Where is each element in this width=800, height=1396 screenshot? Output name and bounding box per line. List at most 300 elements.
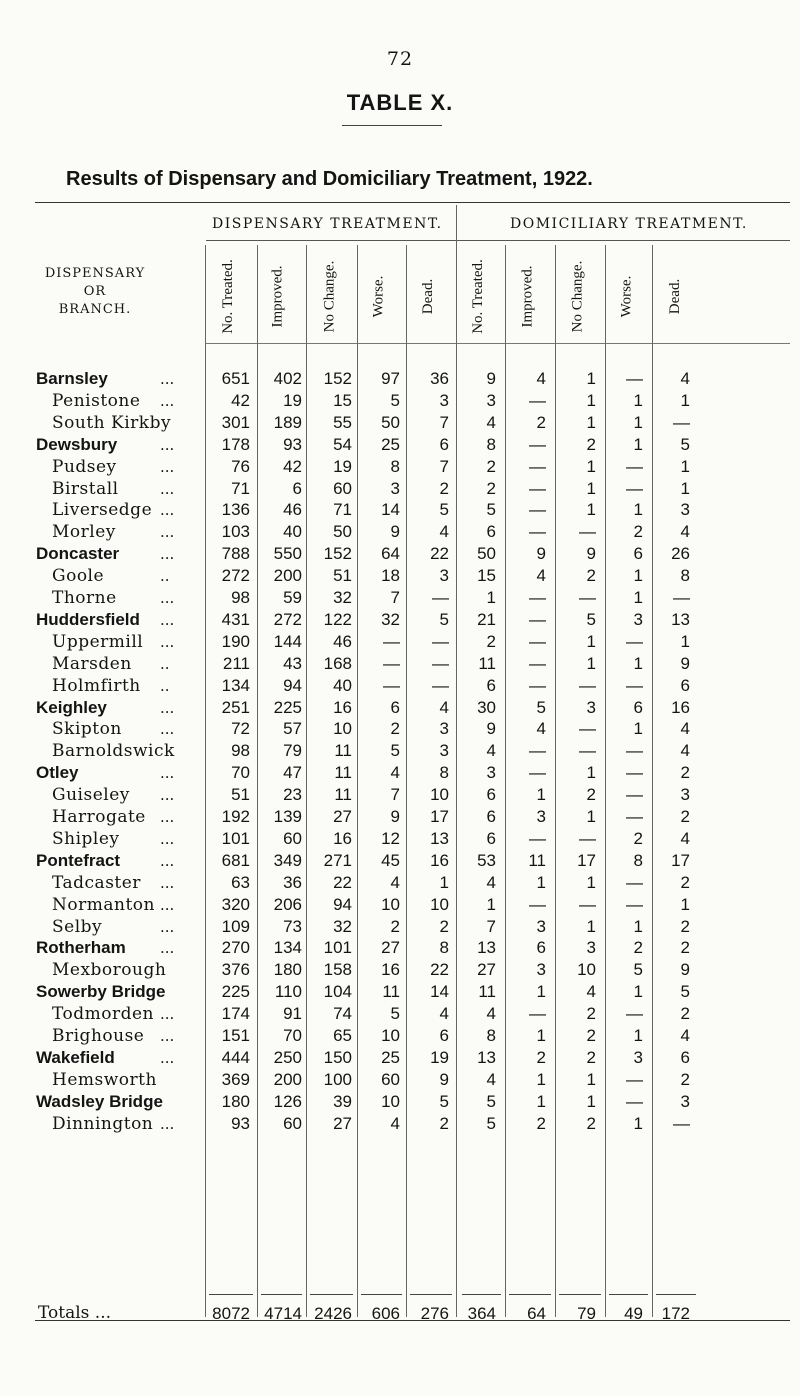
table-cell: 136: [221, 500, 250, 520]
table-cell: 5: [439, 1091, 449, 1111]
table-cell: 5: [633, 960, 643, 980]
table-cell: —: [529, 456, 546, 476]
table-cell: 301: [221, 412, 250, 432]
col-header-label: No Change.: [569, 260, 586, 332]
leader-dots: ...: [160, 501, 175, 520]
table-cell: 272: [273, 609, 302, 629]
leader-dots: ...: [160, 895, 175, 914]
table-cell: 10: [430, 894, 449, 914]
table-cell: 444: [221, 1047, 250, 1067]
table-cell: 5: [486, 500, 496, 520]
table-cell: 1: [536, 785, 546, 805]
table-cell: 101: [323, 938, 352, 958]
branch-name: Shipley: [52, 828, 120, 849]
table-row: [0, 762, 800, 784]
table-cell: 13: [671, 609, 690, 629]
dispensary-col-header: [359, 255, 399, 337]
table-cell: 6: [486, 522, 496, 542]
table-cell: 1: [633, 434, 643, 454]
table-cell: 4: [390, 763, 400, 783]
branch-name: Barnsley: [36, 369, 108, 388]
branch-name: Otley: [36, 763, 79, 783]
branch-name: Guiseley: [52, 785, 130, 806]
leader-dots: ...: [160, 851, 175, 870]
branch-name: Mexborough: [52, 960, 167, 981]
table-cell: 1: [439, 872, 449, 892]
table-cell: 27: [333, 1113, 352, 1133]
table-row: [0, 499, 800, 521]
table-cell: 42: [283, 456, 302, 476]
table-cell: 788: [221, 544, 250, 564]
table-cell: —: [626, 1091, 643, 1111]
title-underline: [342, 125, 442, 126]
leader-dots: ...: [160, 435, 175, 454]
section-header-rule: [206, 240, 790, 241]
table-row: [0, 1047, 800, 1069]
table-cell: 47: [283, 763, 302, 783]
table-cell: 4: [680, 828, 690, 848]
table-cell: 431: [221, 609, 250, 629]
table-cell: 270: [221, 938, 250, 958]
table-cell: 11: [478, 653, 496, 673]
leader-dots: ...: [160, 632, 175, 651]
table-cell: 150: [323, 1047, 352, 1067]
totals-cell: 172: [661, 1304, 690, 1323]
table-cell: 1: [680, 478, 690, 498]
table-cell: 200: [273, 1069, 302, 1089]
table-cell: 1: [536, 1069, 546, 1089]
table-cell: 51: [231, 785, 250, 805]
table-cell: 1: [586, 478, 596, 498]
table-cell: 6: [439, 434, 449, 454]
table-cell: 5: [680, 434, 690, 454]
table-cell: 1: [586, 872, 596, 892]
table-cell: 6: [536, 938, 546, 958]
table-cell: —: [529, 478, 546, 498]
table-cell: 180: [221, 1091, 250, 1111]
table-row: [0, 718, 800, 740]
table-row: [0, 368, 800, 390]
table-cell: 200: [273, 566, 302, 586]
table-cell: 70: [231, 763, 250, 783]
table-cell: 2: [680, 872, 690, 892]
table-cell: 2: [680, 807, 690, 826]
leader-dots: ..: [160, 654, 170, 673]
table-cell: 10: [577, 960, 596, 980]
col-header-label: Worse.: [370, 275, 387, 317]
table-cell: 1: [586, 631, 596, 651]
table-cell: 53: [477, 850, 496, 870]
table-cell: 63: [231, 872, 250, 892]
table-cell: 4: [486, 1069, 496, 1089]
table-cell: 5: [486, 1091, 496, 1111]
totals-cell: 79: [577, 1304, 596, 1323]
table-cell: 272: [221, 566, 250, 586]
table-cell: 2: [680, 1004, 690, 1024]
table-cell: 1: [586, 390, 596, 410]
table-cell: 1: [633, 719, 643, 739]
table-cell: 46: [283, 500, 302, 520]
table-cell: 1: [586, 1069, 596, 1089]
table-cell: —: [432, 631, 449, 651]
col-header-label: Improved.: [269, 264, 286, 328]
table-cell: 97: [381, 369, 400, 388]
table-cell: 55: [333, 412, 352, 432]
branch-name: Doncaster: [36, 544, 120, 564]
branch-name: Liversedge: [52, 500, 153, 521]
table-cell: 6: [390, 697, 400, 717]
table-cell: 6: [292, 478, 302, 498]
table-cell: 192: [221, 807, 250, 826]
table-cell: 402: [273, 369, 302, 388]
table-cell: 7: [390, 588, 400, 607]
table-cell: 4: [439, 697, 449, 717]
table-cell: 1: [633, 566, 643, 586]
table-cell: 349: [273, 850, 302, 870]
table-cell: 2: [439, 916, 449, 936]
table-cell: 15: [333, 390, 352, 410]
table-cell: 139: [273, 807, 302, 826]
table-row: [0, 850, 800, 872]
table-cell: 9: [486, 719, 496, 739]
table-cell: 39: [333, 1091, 352, 1111]
table-cell: —: [432, 653, 449, 673]
table-cell: 3: [680, 1091, 690, 1111]
col-header-label: Dead.: [420, 278, 437, 314]
table-cell: 40: [283, 522, 302, 542]
table-cell: 74: [333, 1004, 352, 1024]
table-cell: 10: [333, 719, 352, 739]
table-cell: 9: [439, 1069, 449, 1089]
table-cell: —: [579, 741, 596, 761]
totals-rule: [462, 1294, 501, 1296]
table-cell: 1: [586, 456, 596, 476]
table-cell: —: [626, 369, 643, 388]
table-cell: 64: [381, 544, 400, 564]
leader-dots: ...: [160, 1027, 175, 1045]
table-cell: 2: [486, 456, 496, 476]
table-cell: —: [529, 500, 546, 520]
table-cell: 4: [680, 369, 690, 388]
dispensary-col-header: [409, 255, 449, 337]
table-row: [0, 916, 800, 938]
table-cell: 2: [486, 478, 496, 498]
table-cell: 1: [680, 390, 690, 410]
branch-name: Keighley: [36, 697, 107, 717]
table-cell: 17: [430, 807, 449, 826]
domiciliary-col-header: [458, 255, 498, 337]
leader-dots: ...: [160, 873, 175, 892]
table-row: [0, 478, 800, 500]
table-cell: 6: [680, 675, 690, 695]
table-cell: 54: [333, 434, 352, 454]
table-row: [0, 675, 800, 697]
table-cell: 5: [439, 609, 449, 629]
table-cell: 2: [536, 1113, 546, 1133]
table-cell: 4: [680, 741, 690, 761]
table-cell: 25: [381, 434, 400, 454]
table-cell: 1: [536, 982, 546, 1002]
table-cell: —: [432, 675, 449, 695]
totals-rule: [361, 1294, 402, 1296]
table-cell: 3: [390, 478, 400, 498]
table-cell: 1: [633, 588, 643, 607]
table-cell: 1: [586, 500, 596, 520]
table-cell: 3: [680, 785, 690, 805]
branch-name: Dinnington: [52, 1113, 154, 1134]
dispensary-col-header: [258, 255, 298, 337]
table-cell: 91: [283, 1004, 302, 1024]
table-cell: 73: [283, 916, 302, 936]
table-cell: —: [529, 653, 546, 673]
table-cell: —: [673, 588, 690, 607]
table-cell: —: [626, 807, 643, 826]
table-cell: —: [529, 522, 546, 542]
table-cell: 3: [536, 807, 546, 826]
table-cell: 2: [680, 916, 690, 936]
table-cell: 50: [381, 412, 400, 432]
table-cell: —: [626, 872, 643, 892]
leader-dots: ...: [160, 610, 175, 629]
table-cell: 1: [680, 456, 690, 476]
table-cell: 42: [231, 390, 250, 410]
table-cell: 93: [231, 1113, 250, 1133]
branch-name: Goole: [52, 566, 105, 587]
table-cell: 3: [439, 741, 449, 761]
table-cell: 16: [381, 960, 400, 980]
table-cell: 14: [430, 982, 449, 1002]
table-cell: —: [432, 588, 449, 607]
table-top-rule: [35, 202, 790, 203]
table-cell: 9: [486, 369, 496, 388]
table-cell: 189: [273, 412, 302, 432]
table-cell: 151: [221, 1026, 250, 1045]
table-cell: 3: [439, 566, 449, 586]
table-cell: 122: [323, 609, 352, 629]
table-cell: 16: [333, 828, 352, 848]
table-cell: 4: [486, 412, 496, 432]
table-cell: 7: [486, 916, 496, 936]
table-cell: —: [529, 741, 546, 761]
table-cell: —: [579, 522, 596, 542]
table-cell: 60: [381, 1069, 400, 1089]
branch-name: Brighouse: [52, 1026, 145, 1046]
table-cell: 109: [221, 916, 250, 936]
table-cell: 2: [633, 938, 643, 958]
totals-rule: [261, 1294, 302, 1296]
table-cell: 19: [333, 456, 352, 476]
table-cell: 50: [333, 522, 352, 542]
branch-header-line-1: DISPENSARY: [44, 266, 146, 281]
table-row: [0, 740, 800, 762]
table-cell: 98: [231, 588, 250, 607]
table-cell: —: [529, 434, 546, 454]
table-cell: —: [529, 609, 546, 629]
leader-dots: ...: [160, 1005, 175, 1024]
table-cell: 2: [586, 1047, 596, 1067]
table-cell: 14: [381, 500, 400, 520]
table-cell: —: [529, 894, 546, 914]
table-cell: 2: [390, 719, 400, 739]
table-cell: 4: [486, 872, 496, 892]
branch-name: Todmorden: [52, 1004, 155, 1025]
totals-rule: [609, 1294, 648, 1296]
totals-cell: 4714: [264, 1304, 302, 1323]
table-cell: 22: [333, 872, 352, 892]
table-cell: 19: [283, 390, 302, 410]
table-cell: —: [529, 1004, 546, 1024]
branch-name: Hemsworth: [52, 1069, 157, 1090]
table-cell: 5: [439, 500, 449, 520]
branch-name: Holmfirth: [52, 675, 141, 696]
table-cell: 57: [283, 719, 302, 739]
table-cell: 7: [390, 785, 400, 805]
table-cell: 174: [221, 1004, 250, 1024]
table-cell: 40: [333, 675, 352, 695]
leader-dots: ...: [160, 698, 175, 717]
table-cell: 94: [333, 894, 352, 914]
totals-cell: 8072: [212, 1304, 250, 1323]
table-cell: 10: [381, 1026, 400, 1045]
table-cell: 9: [536, 544, 546, 564]
branch-name: Morley: [52, 522, 116, 543]
table-cell: 11: [334, 785, 352, 805]
table-cell: 211: [222, 653, 250, 673]
table-cell: 6: [486, 807, 496, 826]
table-cell: 2: [633, 522, 643, 542]
table-cell: 271: [323, 850, 352, 870]
table-row: [0, 456, 800, 478]
table-cell: 180: [273, 960, 302, 980]
table-cell: 10: [430, 785, 449, 805]
table-cell: 27: [477, 960, 496, 980]
table-cell: 1: [586, 412, 596, 432]
table-cell: —: [383, 631, 400, 651]
totals-rule: [310, 1294, 353, 1296]
table-row: [0, 1113, 800, 1135]
table-cell: 1: [586, 1091, 596, 1111]
table-row: [0, 434, 800, 456]
table-cell: —: [626, 675, 643, 695]
table-cell: 2: [536, 412, 546, 432]
table-cell: 4: [390, 1113, 400, 1133]
branch-name: Pudsey: [52, 456, 117, 477]
table-cell: 5: [586, 609, 596, 629]
leader-dots: ...: [160, 589, 175, 607]
table-cell: 190: [221, 631, 250, 651]
table-cell: —: [626, 478, 643, 498]
table-cell: 16: [333, 697, 352, 717]
table-cell: —: [626, 1004, 643, 1024]
table-cell: 3: [536, 916, 546, 936]
table-cell: 2: [586, 434, 596, 454]
table-cell: 98: [231, 741, 250, 761]
table-cell: 152: [323, 369, 352, 388]
table-cell: 251: [221, 697, 250, 717]
table-cell: 134: [273, 938, 302, 958]
totals-rule: [559, 1294, 601, 1296]
branch-name: Dewsbury: [36, 434, 118, 454]
table-cell: 8: [390, 456, 400, 476]
leader-dots: ...: [160, 917, 175, 936]
totals-cell: 64: [527, 1304, 546, 1323]
table-cell: 6: [486, 828, 496, 848]
table-cell: 376: [221, 960, 250, 980]
leader-dots: ...: [160, 720, 175, 739]
page-number: 72: [386, 48, 414, 70]
totals-cell: 2426: [314, 1304, 352, 1323]
table-row: [0, 937, 800, 959]
branch-name: Marsden: [52, 653, 132, 674]
table-cell: 110: [274, 982, 302, 1002]
table-cell: —: [626, 631, 643, 651]
leader-dots: ...: [160, 808, 175, 826]
leader-dots: ..: [160, 676, 170, 695]
table-cell: 94: [283, 675, 302, 695]
table-cell: 3: [486, 390, 496, 410]
leader-dots: ...: [160, 764, 175, 783]
table-cell: 5: [680, 982, 690, 1002]
table-cell: 1: [633, 500, 643, 520]
table-cell: 4: [680, 522, 690, 542]
table-cell: 65: [333, 1026, 352, 1045]
table-cell: —: [626, 1069, 643, 1089]
table-row: [0, 565, 800, 587]
branch-name: Tadcaster: [52, 872, 141, 893]
branch-name: Pontefract: [36, 850, 121, 870]
table-cell: 11: [382, 982, 400, 1002]
table-cell: —: [529, 631, 546, 651]
table-cell: —: [579, 675, 596, 695]
table-cell: 36: [283, 872, 302, 892]
table-cell: 9: [390, 522, 400, 542]
table-cell: 11: [528, 850, 546, 870]
table-cell: —: [383, 653, 400, 673]
table-row: [0, 1069, 800, 1091]
branch-name: Barnoldswick: [52, 741, 175, 762]
leader-dots: ...: [160, 1048, 175, 1067]
table-row: [0, 1003, 800, 1025]
branch-name: Selby: [52, 916, 103, 937]
table-cell: —: [579, 894, 596, 914]
branch-header-line-2: OR: [83, 284, 107, 299]
table-cell: 6: [633, 544, 643, 564]
table-cell: 2: [439, 478, 449, 498]
table-cell: 4: [586, 982, 596, 1002]
branch-header-line-3: BRANCH.: [58, 302, 132, 317]
table-cell: 72: [231, 719, 250, 739]
table-cell: 32: [333, 588, 352, 607]
table-cell: 11: [334, 763, 352, 783]
table-cell: 18: [381, 566, 400, 586]
table-cell: 59: [283, 588, 302, 607]
table-cell: 4: [536, 566, 546, 586]
branch-name: Normanton: [52, 894, 155, 915]
branch-name: Wakefield: [36, 1047, 115, 1067]
table-cell: 22: [430, 960, 449, 980]
table-cell: 5: [390, 1004, 400, 1024]
table-cell: 3: [586, 938, 596, 958]
table-cell: 369: [221, 1069, 250, 1089]
table-cell: —: [626, 456, 643, 476]
table-cell: —: [626, 894, 643, 914]
table-cell: 11: [334, 741, 352, 761]
table-subtitle: Results of Dispensary and Domiciliary Treatment, 1922.: [66, 168, 593, 190]
table-cell: 2: [586, 566, 596, 586]
table-cell: —: [626, 763, 643, 783]
table-cell: 70: [283, 1026, 302, 1045]
table-cell: 17: [577, 850, 596, 870]
